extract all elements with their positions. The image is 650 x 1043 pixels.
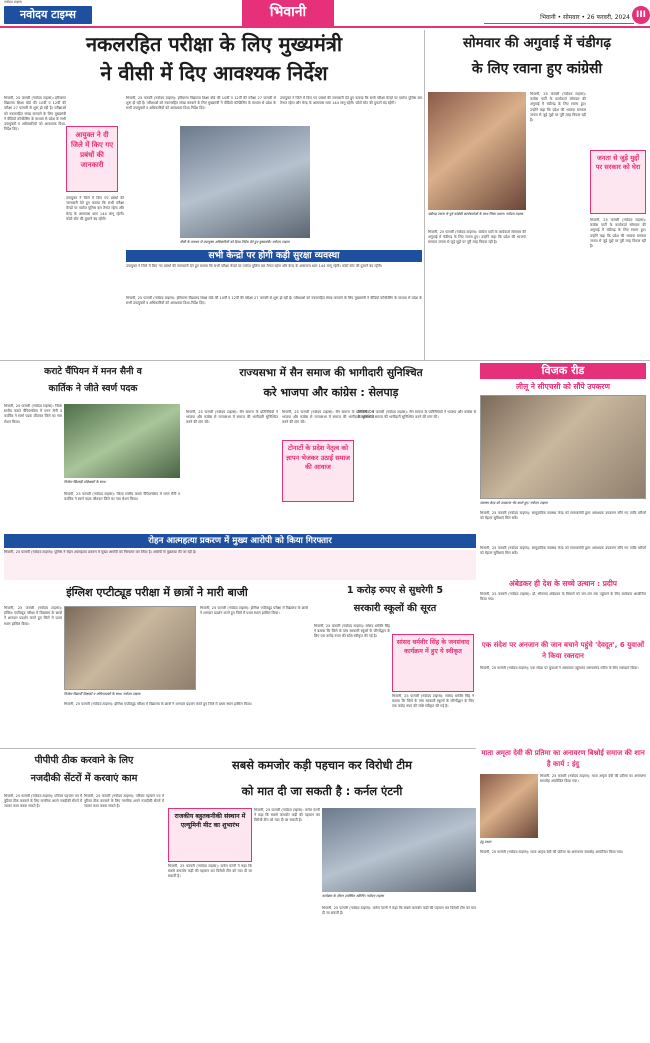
rajyasabha-headline-line2: करे भाजपा और कांग्रेस : सेलपाड़ (263, 386, 399, 399)
lead-intro: भिवानी, 25 फरवरी (नवोदय टाइम्स): हरियाणा विद्यालय शिक्षा बोर्ड की 10वीं व 12वीं की परीक्षा 27 फरवरी से शुरू हो रही है। परीक्षाओं को नकलरहित संपन्न करवाने के लिए मुख्यमंत्री ने वीडियो कॉन्फ्रेंसिंग के माध्यम से प्रदेश के सभी उपायुक्तों व अधिकारियों को आवश्यक दिशा-निर्देश दिए। (4, 96, 66, 132)
chandigarh-headline-line1: सोमवार की अगुवाई में चंडीगढ़ (463, 35, 611, 51)
schools-headline-line2: सरकारी स्कूलों की सूरत (353, 603, 437, 614)
antony-subbox-text: राजकीय बहुतकनीकी संस्थान में एल्यूमिनी मीट का शुभारंभ (174, 813, 246, 829)
schools-quote: सांसद धर्मवीर सिंह के जनसंवाद कार्यक्रम में हुए ये स्वीकृत (396, 639, 470, 655)
rajyasabha-body-col3: भिवानी, 25 फरवरी (नवोदय टाइम्स): सैन समाज के प्रतिनिधियों ने भाजपा और कांग्रेस से राज्यसभा में समाज की भागीदारी सुनिश्चित करने की मांग की। (358, 410, 476, 420)
rajyasabha-headline (186, 363, 476, 407)
antony-headline (168, 752, 476, 806)
lead-pullquote: आयुक्त ने दी जिले में किए गए प्रबंधों की जानकारी (70, 131, 114, 169)
right-body-top: भिवानी, 25 फरवरी (नवोदय टाइम्स): सामुदायिक स्वास्थ्य केन्द्र को समाजसेवी द्वारा आवश्यक उपकरण सौंपे गए ताकि मरीजों को बेहतर सुविधाएं मिल सकें। (480, 546, 646, 556)
karate-headline (4, 363, 182, 403)
english-body-col1: भिवानी, 25 फरवरी (नवोदय टाइम्स): इंग्लिश एप्टीट्यूड परीक्षा में विद्यालय के छात्रों ने शानदार प्रदर्शन करते हुए जिले में प्रथम स्थान हासिल किया। (4, 606, 62, 626)
page-number: III (632, 6, 650, 24)
rajyasabha-body-col1: भिवानी, 25 फरवरी (नवोदय टाइम्स): सैन समाज के प्रतिनिधियों ने भाजपा और कांग्रेस से राज्यसभा में समाज की भागीदारी सुनिश्चित करने की मांग की। (186, 410, 278, 425)
right-item3-photo (480, 774, 538, 838)
rajyasabha-quote: टोनाटों के प्रदेश नेतृत्व को ज्ञापन भेजकर उठाई समाज की आवाज (286, 444, 350, 471)
pp-body-col1: भिवानी, 25 फरवरी (नवोदय टाइम्स): परिवार पहचान पत्र में त्रुटियां ठीक करवाने के लिए नागरिक अपने नजदीकी सेंटरों में जाकर काम करवा सकते हैं। (4, 794, 82, 809)
pp-body-col2: भिवानी, 25 फरवरी (नवोदय टाइम्स): परिवार पहचान पत्र में त्रुटियां ठीक करवाने के लिए नागरिक अपने नजदीकी सेंटरों में जाकर काम करवा सकते हैं। (84, 794, 164, 809)
lead-headline-line2: ने वीसी में दिए आवश्यक निर्देश (100, 61, 328, 85)
english-photo-caption: विजेता विद्यार्थी शिक्षकों व अभिभावकों के साथ। नवोदय टाइम्स (64, 692, 141, 696)
lower-divider (0, 748, 476, 749)
antony-headline-line1: सबसे कमजोर कड़ी पहचान कर विरोधी टीम (232, 758, 412, 772)
english-body-col2: भिवानी, 25 फरवरी (नवोदय टाइम्स): इंग्लिश एप्टीट्यूड परीक्षा में विद्यालय के छात्रों ने शानदार प्रदर्शन करते हुए जिले में प्रथम स्थान हासिल किया। (200, 606, 308, 616)
chandigarh-body-col3: भिवानी, 25 फरवरी (नवोदय टाइम्स): कांग्रेस पार्टी के कार्यकर्ता सोमवार की अगुवाई में चंडीगढ़ के लिए रवाना हुए। उन्होंने कहा कि प्रदेश की भाजपा सरकार जनता से जुड़े मुद्दों पर पूरी तरह विफल रही है। (590, 218, 646, 249)
antony-subbox (168, 808, 252, 862)
schools-quote-box (392, 634, 474, 692)
lead-headline-line1: नकलरहित परीक्षा के लिए मुख्यमंत्री (85, 32, 343, 56)
antony-body-col3: भिवानी, 25 फरवरी (नवोदय टाइम्स): कर्नल एंटनी ने कहा कि सबसे कमजोर कड़ी की पहचान कर विरोधी टीम को मात दी जा सकती है। (322, 906, 476, 916)
pp-headline (4, 752, 164, 790)
rajyasabha-quote-box (282, 440, 354, 502)
vigilance-body: भिवानी, 25 फरवरी (नवोदय टाइम्स): सामुदायिक स्वास्थ्य केन्द्र को समाजसेवी द्वारा आवश्यक उपकरण सौंपे गए ताकि मरीजों को बेहतर सुविधाएं मिल सकें। (480, 511, 646, 521)
schools-headline-line1: 1 करोड़ रुपए से सुधरेगी 5 (346, 585, 444, 596)
lead-body-col3: भिवानी, 25 फरवरी (नवोदय टाइम्स): हरियाणा विद्यालय शिक्षा बोर्ड की 10वीं व 12वीं की परीक्षा 27 फरवरी से शुरू हो रही है। परीक्षाओं को नकलरहित संपन्न करवाने के लिए मुख्यमंत्री ने वीडियो कॉन्फ्रेंसिंग के माध्यम से प्रदेश के सभी उपायुक्तों व अधिकारियों को आवश्यक दिशा-निर्देश दिए। (126, 96, 276, 111)
right-item3-body: भिवानी, 25 फरवरी (नवोदय टाइम्स): माता अमृता देवी की प्रतिमा का अनावरण समारोह आयोजित किया गया। (540, 774, 646, 784)
chandigarh-headline (428, 30, 646, 86)
pp-headline-line2: नजदीकी सेंटरों में करवाएं काम (30, 773, 138, 784)
vigilance-photo (480, 395, 646, 499)
antony-body-col2: भिवानी, 25 फरवरी (नवोदय टाइम्स): कर्नल एंटनी ने कहा कि सबसे कमजोर कड़ी की पहचान कर विरोधी टीम को मात दी जा सकती है। (254, 808, 320, 823)
vigilance-banner: विजक रीड (480, 363, 646, 379)
lead-headline (4, 30, 424, 94)
chandigarh-photo (428, 92, 526, 210)
section-title: भिवानी (242, 0, 334, 26)
lead-pullquote-box (66, 126, 118, 192)
karate-headline-line2: कार्तिक ने जीते स्वर्ण पदक (48, 383, 138, 394)
karate-body: भिवानी, 25 फरवरी (नवोदय टाइम्स): जिला स्तरीय कराटे चैंपियनशिप में मनन सैनी व कार्तिक ने स्वर्ण पदक जीतकर जिले का नाम रोशन किया। (4, 404, 62, 424)
karate-photo-caption: विजेता खिलाड़ी प्रशिक्षकों के साथ। (64, 480, 107, 484)
vigilance-photo-caption: स्वास्थ्य केन्द्र को उपकरण भेंट करते हुए। नवोदय टाइम्स (480, 501, 548, 505)
english-headline: इंग्लिश एप्टीट्यूड परीक्षा में छात्रों ने मारी बाजी (66, 586, 248, 599)
column-divider (424, 30, 425, 360)
rajyasabha-body-col2: भिवानी, 25 फरवरी (नवोदय टाइम्स): सैन समाज के प्रतिनिधियों ने भाजपा और कांग्रेस से राज्यसभा में समाज की भागीदारी सुनिश्चित करने की मांग की। (282, 410, 374, 425)
lead-subhead-body: उपायुक्त ने जिले में किए गए प्रबंधों की जानकारी देते हुए बताया कि सभी परीक्षा केन्द्रों पर पर्याप्त पुलिस बल तैनात रहेगा और केन्द्र के आसपास धारा 144 लागू रहेगी। फोटो स्टेट की दुकानें बंद रहेंगी। (126, 264, 383, 268)
right-item3-head: माता अमृता देवी की प्रतिमा का अनावरण बिश्नोई समाज की शान है कार्य : इंदु (481, 749, 645, 768)
chandigarh-body-col1: भिवानी, 25 फरवरी (नवोदय टाइम्स): कांग्रेस पार्टी के कार्यकर्ता सोमवार की अगुवाई में चंडीगढ़ के लिए रवाना हुए। उन्होंने कहा कि प्रदेश की भाजपा सरकार जनता से जुड़े मुद्दों पर पूरी तरह विफल रही है। (428, 230, 526, 245)
english-body-lower: भिवानी, 25 फरवरी (नवोदय टाइम्स): इंग्लिश एप्टीट्यूड परीक्षा में विद्यालय के छात्रों ने शानदार प्रदर्शन करते हुए जिले में प्रथम स्थान हासिल किया। (64, 702, 252, 706)
antony-photo (322, 808, 476, 892)
section-divider (0, 360, 650, 361)
schools-body-col2: भिवानी, 25 फरवरी (नवोदय टाइम्स): सांसद धर्मवीर सिंह ने बताया कि जिले के पांच सरकारी स्कूलों के जीर्णोद्धार के लिए एक करोड़ रुपए की राशि स्वीकृत की गई है। (392, 694, 474, 709)
dateline: भिवानी • सोमवार • 26 फरवरी, 2024 (484, 12, 634, 24)
english-photo (64, 606, 196, 690)
karate-headline-line1: कराटे चैंपियन में मनन सैनी व (44, 366, 142, 377)
chandigarh-body-col2: भिवानी, 25 फरवरी (नवोदय टाइम्स): कांग्रेस पार्टी के कार्यकर्ता सोमवार की अगुवाई में चंडीगढ़ के लिए रवाना हुए। उन्होंने कहा कि प्रदेश की भाजपा सरकार जनता से जुड़े मुद्दों पर पूरी तरह विफल रही है। (530, 92, 586, 123)
right-item3-caption: इंदु प्रधान (480, 840, 492, 844)
antony-headline-line2: को मात दी जा सकती है : कर्नल एंटनी (241, 784, 403, 798)
lead-subhead: सभी केन्द्रों पर होगी कड़ी सुरक्षा व्यवस्था (126, 250, 422, 262)
chandigarh-photo-caption: चंडीगढ़ रवाना से पूर्व कांग्रेसी कार्यकर्ताओं के साथ जिला प्रधान। नवोदय टाइम्स (428, 212, 524, 216)
newspaper-brand: नवोदय टाइम्स (4, 6, 92, 24)
rohan-banner: रोहन आत्महत्या प्रकरण में मुख्य आरोपी को किया गिरफ्तार (4, 534, 476, 548)
lead-photo (180, 126, 310, 238)
schools-headline (314, 582, 476, 620)
rajyasabha-headline-line1: राज्यसभा में सैन समाज की भागीदारी सुनिश्चित (239, 367, 423, 379)
pp-headline-line1: पीपीपी ठीक करवाने के लिए (34, 755, 134, 766)
antony-body-col1: भिवानी, 25 फरवरी (नवोदय टाइम्स): कर्नल एंटनी ने कहा कि सबसे कमजोर कड़ी की पहचान कर विरोधी टीम को मात दी जा सकती है। (168, 864, 252, 879)
rohan-body: भिवानी, 25 फरवरी (नवोदय टाइम्स): पुलिस ने रोहन आत्महत्या प्रकरण में मुख्य आरोपी को गिरफ्तार कर लिया है। आरोपी से पूछताछ की जा रही है। (4, 550, 476, 580)
right-item2-head: एक संदेश पर अनजान की जान बचाने पहुंचे 'देवदूत', 6 युवाओं ने किया रक्तदान (481, 641, 645, 660)
chandigarh-side-box (590, 150, 646, 214)
kicker-label: नवोदय टाइम्स (4, 0, 22, 4)
right-item1-body: भिवानी, 25 फरवरी (नवोदय टाइम्स): डॉ. भीमराव अंबेडकर के विचारों को जन-जन तक पहुंचाने के लिए कार्यक्रम आयोजित किया गया। (480, 592, 646, 602)
masthead-rule (0, 26, 650, 28)
chandigarh-headline-line2: के लिए रवाना हुए कांग्रेसी (471, 61, 603, 77)
lead-photo-caption: वीसी के माध्यम से उपायुक्त अधिकारियों को दिशा-निर्देश देते हुए मुख्यमंत्री। नवोदय टाइम्स (180, 240, 290, 244)
lead-body-col2: उपायुक्त ने जिले में किए गए प्रबंधों की जानकारी देते हुए बताया कि सभी परीक्षा केन्द्रों पर पर्याप्त पुलिस बल तैनात रहेगा और केन्द्र के आसपास धारा 144 लागू रहेगी। फोटो स्टेट की दुकानें बंद रहेंगी। (66, 196, 124, 221)
karate-body-lower: भिवानी, 25 फरवरी (नवोदय टाइम्स): जिला स्तरीय कराटे चैंपियनशिप में मनन सैनी व कार्तिक ने स्वर्ण पदक जीतकर जिले का नाम रोशन किया। (64, 492, 180, 502)
right-item1-head: अंबेडकर ही देश के सच्चे उत्थान : प्रदीप (509, 579, 617, 588)
vigilance-subhead: लीलू ने सीएचसी को सौंपे उपकरण (516, 382, 610, 391)
antony-photo-caption: कार्यक्रम के दौरान उपस्थित अतिथि। नवोदय टाइम्स (322, 894, 384, 898)
karate-photo (64, 404, 180, 478)
schools-body-col1: भिवानी, 25 फरवरी (नवोदय टाइम्स): सांसद धर्मवीर सिंह ने बताया कि जिले के पांच सरकारी स्कूलों के जीर्णोद्धार के लिए एक करोड़ रुपए की राशि स्वीकृत की गई है। (314, 624, 390, 639)
chandigarh-side-box-text: जनता से जुड़े मुद्दों पर सरकार को घेरा (595, 154, 641, 171)
right-item2-body: भिवानी, 25 फरवरी (नवोदय टाइम्स): एक संदेश पर युवाओं ने अस्पताल पहुंचकर जरूरतमंद मरीज के लिए रक्तदान किया। (480, 666, 639, 670)
right-item3-body-lower: भिवानी, 25 फरवरी (नवोदय टाइम्स): माता अमृता देवी की प्रतिमा का अनावरण समारोह आयोजित किया गया। (480, 850, 624, 854)
lead-body-lower: भिवानी, 25 फरवरी (नवोदय टाइम्स): हरियाणा विद्यालय शिक्षा बोर्ड की 10वीं व 12वीं की परीक्षा 27 फरवरी से शुरू हो रही है। परीक्षाओं को नकलरहित संपन्न करवाने के लिए मुख्यमंत्री ने वीडियो कॉन्फ्रेंसिंग के माध्यम से प्रदेश के सभी उपायुक्तों व अधिकारियों को आवश्यक दिशा-निर्देश दिए। (126, 296, 422, 306)
lead-body-col4: उपायुक्त ने जिले में किए गए प्रबंधों की जानकारी देते हुए बताया कि सभी परीक्षा केन्द्रों पर पर्याप्त पुलिस बल तैनात रहेगा और केन्द्र के आसपास धारा 144 लागू रहेगी। फोटो स्टेट की दुकानें बंद रहेंगी। (280, 96, 422, 106)
